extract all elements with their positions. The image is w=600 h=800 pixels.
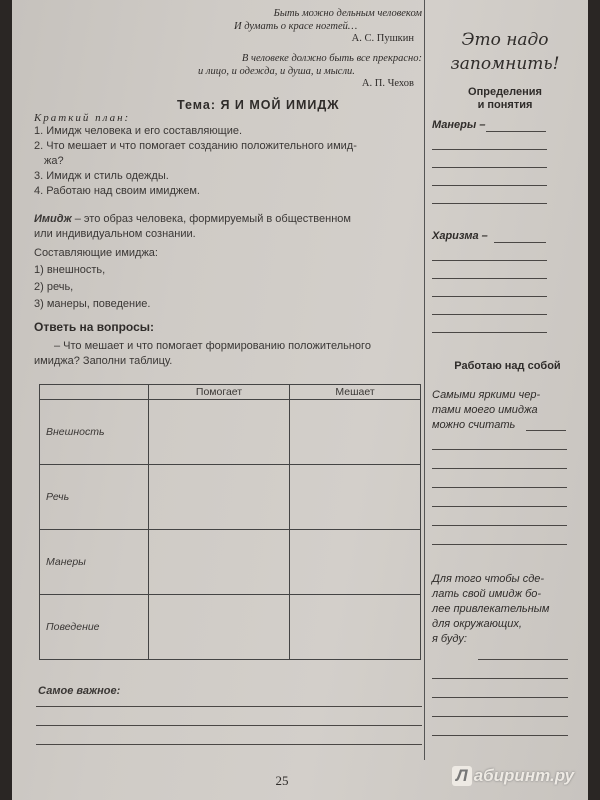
write-line[interactable] — [432, 278, 547, 279]
cell-hinders[interactable] — [290, 530, 421, 595]
sidebar-title — [430, 28, 580, 76]
epigraph-line: И думать о красе ногтей… — [234, 20, 358, 32]
definition-text: или индивидуальном сознании. — [34, 228, 196, 240]
prompt-line: Для того чтобы сде- — [432, 573, 545, 585]
cell-helps[interactable] — [149, 595, 290, 660]
write-line[interactable] — [36, 744, 422, 745]
page-number: 25 — [275, 773, 289, 788]
write-line[interactable] — [494, 242, 546, 243]
epigraph-pushkin — [222, 8, 422, 46]
cell-hinders[interactable] — [290, 465, 421, 530]
plan-item: 1. Имидж человека и его составляющие. — [34, 125, 243, 137]
prompt-line: лее привлекательным — [432, 603, 550, 615]
term-charisma: Харизма – — [432, 230, 488, 242]
table-header-hinders: Мешает — [290, 385, 421, 400]
prompt-line: можно считать — [432, 419, 516, 431]
write-line[interactable] — [432, 296, 547, 297]
write-line[interactable] — [432, 716, 568, 717]
write-line[interactable] — [432, 544, 567, 545]
write-line[interactable] — [478, 659, 568, 660]
prompt-line: я буду: — [432, 633, 467, 645]
heading-line: Определения — [468, 86, 542, 98]
cell-hinders[interactable] — [290, 595, 421, 660]
row-label-speech: Речь — [40, 465, 149, 530]
epigraph-chekhov — [190, 53, 422, 91]
write-line[interactable] — [526, 430, 566, 431]
components-block — [34, 245, 419, 313]
sidebar-title-line: Это надо — [461, 30, 549, 50]
definition-text: – это образ человека, формируемый в общественном — [71, 213, 351, 225]
question-line: имиджа? Заполни таблицу. — [34, 355, 173, 367]
write-line[interactable] — [432, 449, 567, 450]
write-line[interactable] — [432, 203, 547, 204]
plan-item: 2. Что мешает и что помогает созданию положительного имид- — [34, 140, 357, 152]
cell-helps[interactable] — [149, 400, 290, 465]
component-item: 3) манеры, поведение. — [34, 298, 151, 310]
sidebar-definitions-heading — [430, 86, 580, 112]
column-divider — [424, 0, 425, 760]
epigraph-line: Быть можно дельным человеком — [273, 8, 422, 19]
definition-term: Имидж — [34, 213, 72, 225]
epigraph-line: В человеке должно быть все прекрасно: — [241, 53, 422, 64]
write-line[interactable] — [432, 678, 568, 679]
write-line[interactable] — [432, 487, 567, 488]
components-heading: Составляющие имиджа: — [34, 247, 158, 259]
plan-block — [34, 112, 419, 199]
table-row — [40, 400, 421, 465]
epigraph-author: А. С. Пушкин — [351, 33, 414, 44]
image-factors-table — [39, 384, 421, 660]
term-manners: Манеры – — [432, 119, 486, 131]
table-row — [40, 595, 421, 660]
table-row — [40, 530, 421, 595]
write-line[interactable] — [432, 468, 567, 469]
epigraph-author: А. П. Чехов — [361, 78, 414, 89]
table-header-row — [40, 385, 421, 400]
write-line[interactable] — [432, 506, 567, 507]
workbook-page — [12, 0, 588, 800]
table-header-helps: Помогает — [149, 385, 290, 400]
cell-helps[interactable] — [149, 465, 290, 530]
labirint-watermark — [452, 766, 574, 786]
write-line[interactable] — [432, 167, 547, 168]
epigraph-line: и лицо, и одежда, и душа, и мысли. — [198, 65, 355, 77]
cell-helps[interactable] — [149, 530, 290, 595]
plan-prompt — [432, 572, 582, 647]
write-line[interactable] — [432, 149, 547, 150]
write-line[interactable] — [36, 725, 422, 726]
write-line[interactable] — [432, 314, 547, 315]
component-item: 1) внешность, — [34, 264, 106, 276]
work-on-self-heading: Работаю над собой — [454, 360, 561, 372]
questions-text — [34, 339, 419, 369]
plan-item: 4. Работаю над своим имиджем. — [34, 185, 200, 197]
write-line[interactable] — [432, 332, 547, 333]
row-label-behavior: Поведение — [40, 595, 149, 660]
write-line[interactable] — [432, 735, 568, 736]
table-row — [40, 465, 421, 530]
write-line[interactable] — [432, 525, 567, 526]
questions-heading: Ответь на вопросы: — [34, 320, 155, 334]
traits-prompt — [432, 388, 582, 433]
write-line[interactable] — [432, 697, 568, 698]
heading-line: и понятия — [477, 99, 533, 111]
image-definition — [34, 212, 419, 242]
component-item: 2) речь, — [34, 281, 74, 293]
plan-item: 3. Имидж и стиль одежды. — [34, 170, 169, 182]
write-line[interactable] — [486, 131, 546, 132]
prompt-line: для окружающих, — [432, 618, 522, 630]
watermark-letter: Л — [452, 766, 472, 786]
plan-heading: Краткий план: — [34, 112, 131, 124]
write-line[interactable] — [432, 185, 547, 186]
topic-title: Тема: Я И МОЙ ИМИДЖ — [177, 98, 340, 112]
prompt-line: Самыми яркими чер- — [432, 389, 541, 401]
write-line[interactable] — [432, 260, 547, 261]
question-line: – Что мешает и что помогает формированию положительного — [54, 340, 371, 352]
prompt-line: тами моего имиджа — [432, 404, 538, 416]
row-label-manners: Манеры — [40, 530, 149, 595]
row-label-appearance: Внешность — [40, 400, 149, 465]
important-label: Самое важное: — [38, 685, 121, 697]
cell-hinders[interactable] — [290, 400, 421, 465]
write-line[interactable] — [36, 706, 422, 707]
plan-item: жа? — [44, 155, 64, 167]
prompt-line: лать свой имидж бо- — [432, 588, 542, 600]
sidebar-title-line: запомнить! — [450, 54, 560, 74]
table-header-corner — [40, 385, 149, 400]
watermark-text: абиринт.ру — [473, 766, 575, 785]
